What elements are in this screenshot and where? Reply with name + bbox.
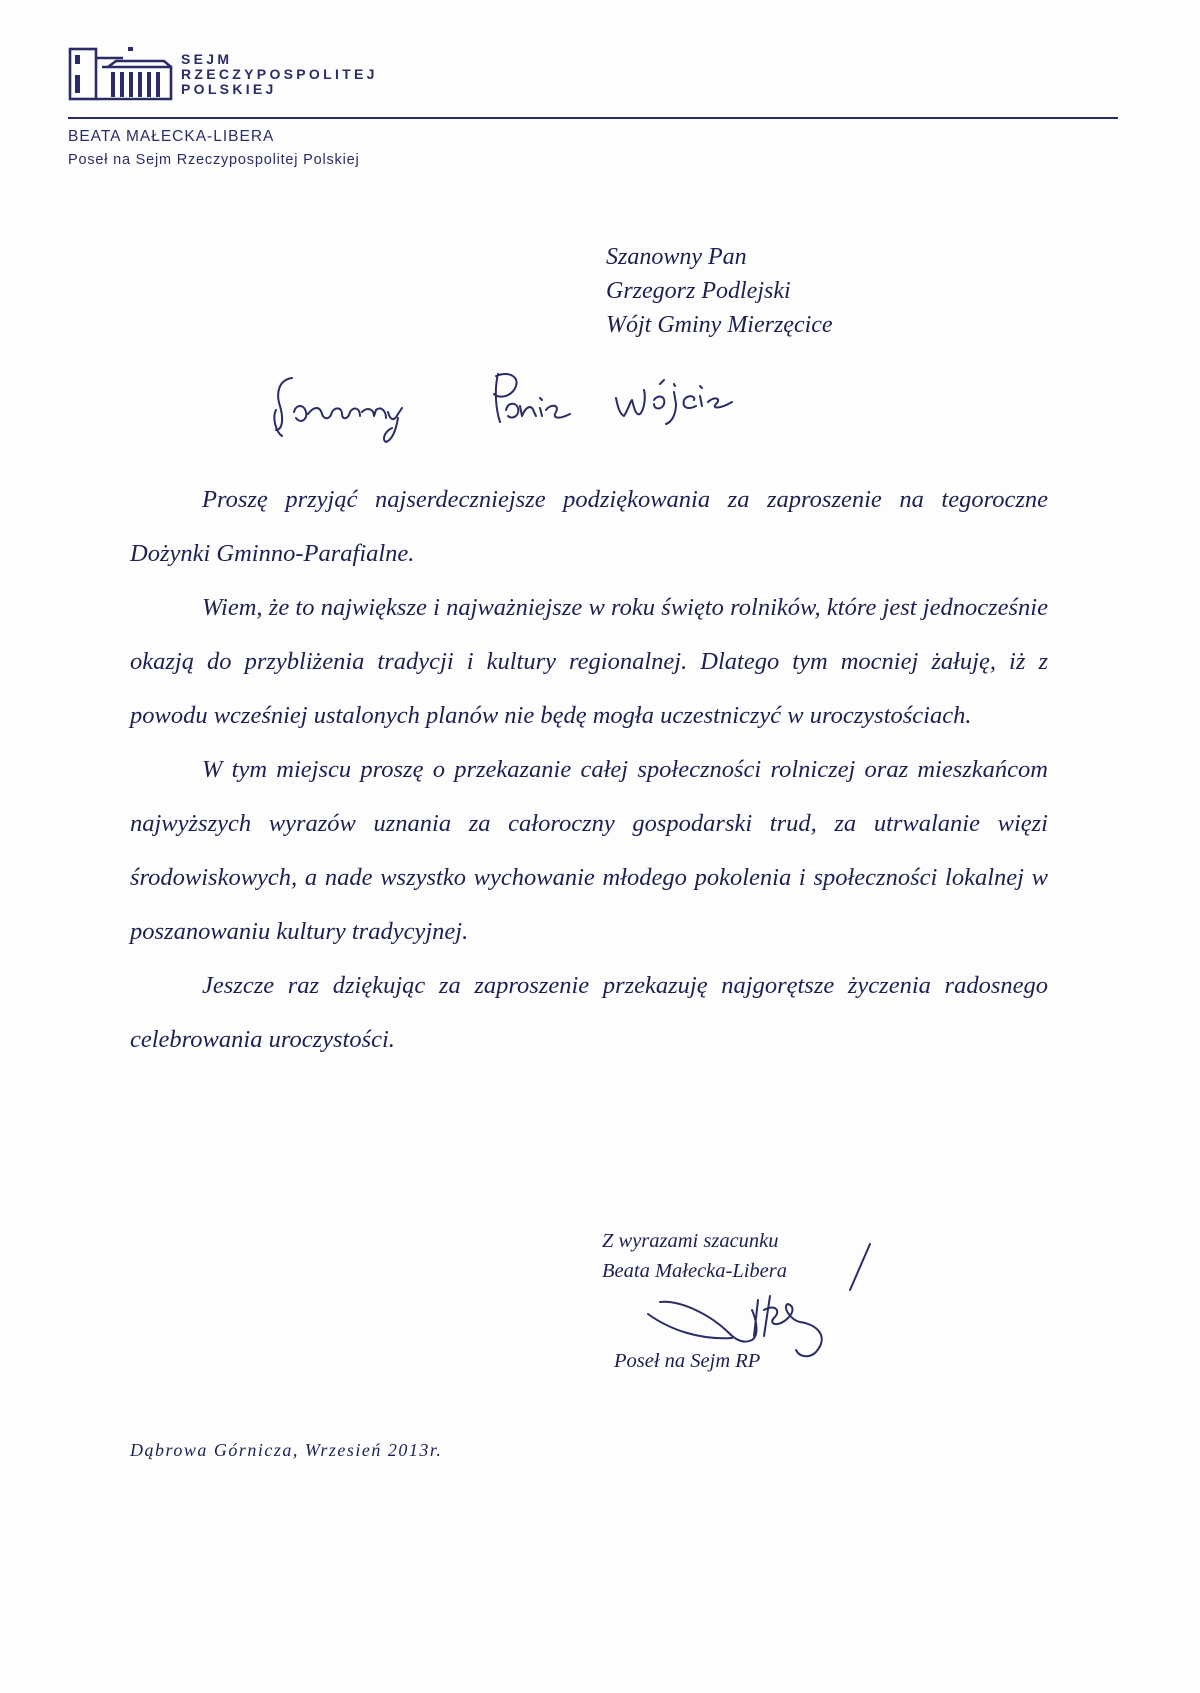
addressee-block (606, 240, 833, 342)
body-paragraph: Jeszcze raz dziękując za zaproszenie przekazuję najgorętsze życzenia radosnego celebrowania uroczystości. (130, 972, 1048, 1053)
institution-line: POLSKIEJ (181, 81, 277, 97)
sejm-building-icon (68, 45, 173, 101)
signatory-role: Poseł na Sejm RP (614, 1350, 761, 1372)
place-date: Dąbrowa Górnicza, Wrzesień 2013r. (130, 1440, 443, 1460)
handwritten-greeting (270, 370, 850, 470)
institution-line: RZECZYPOSPOLITEJ (181, 66, 378, 82)
author-role: Poseł na Sejm Rzeczypospolitej Polskiej (68, 152, 360, 168)
body-paragraph: Wiem, że to największe i najważniejsze w roku święto rolników, które jest jednocześnie okazją do przybliżenia tradycji i kultury regionalnej. Dlatego tym mocniej żałuję, iż z powodu wcześniej ustalonych planów nie będę mogła uczestniczyć w uroczystościach. (130, 594, 1048, 729)
closing-name: Beata Małecka-Libera (602, 1260, 788, 1282)
letter-body (130, 473, 1048, 1067)
addressee-line: Wójt Gminy Mierzęcice (606, 312, 833, 338)
body-paragraph: Proszę przyjąć najserdeczniejsze podziękowania za zaproszenie na tegoroczne Dożynki Gminno-Parafialne. (130, 486, 1048, 567)
author-name: BEATA MAŁECKA-LIBERA (68, 128, 275, 145)
closing-salutation: Z wyrazami szacunku (602, 1230, 779, 1252)
body-paragraph: W tym miejscu proszę o przekazanie całej społeczności rolniczej oraz mieszkańcom najwyższych wyrazów uznania za całoroczny gospodarski trud, za utrwalanie więzi środowiskowych, a nade wszystko wychowanie młodego pokolenia i społeczności lokalnej w poszanowaniu kultury tradycyjnej. (130, 756, 1048, 945)
institution-name (181, 52, 378, 97)
addressee-line: Szanowny Pan (606, 244, 747, 270)
header-divider (68, 117, 1118, 119)
institution-line: SEJM (181, 51, 233, 67)
addressee-line: Grzegorz Podlejski (606, 278, 791, 304)
